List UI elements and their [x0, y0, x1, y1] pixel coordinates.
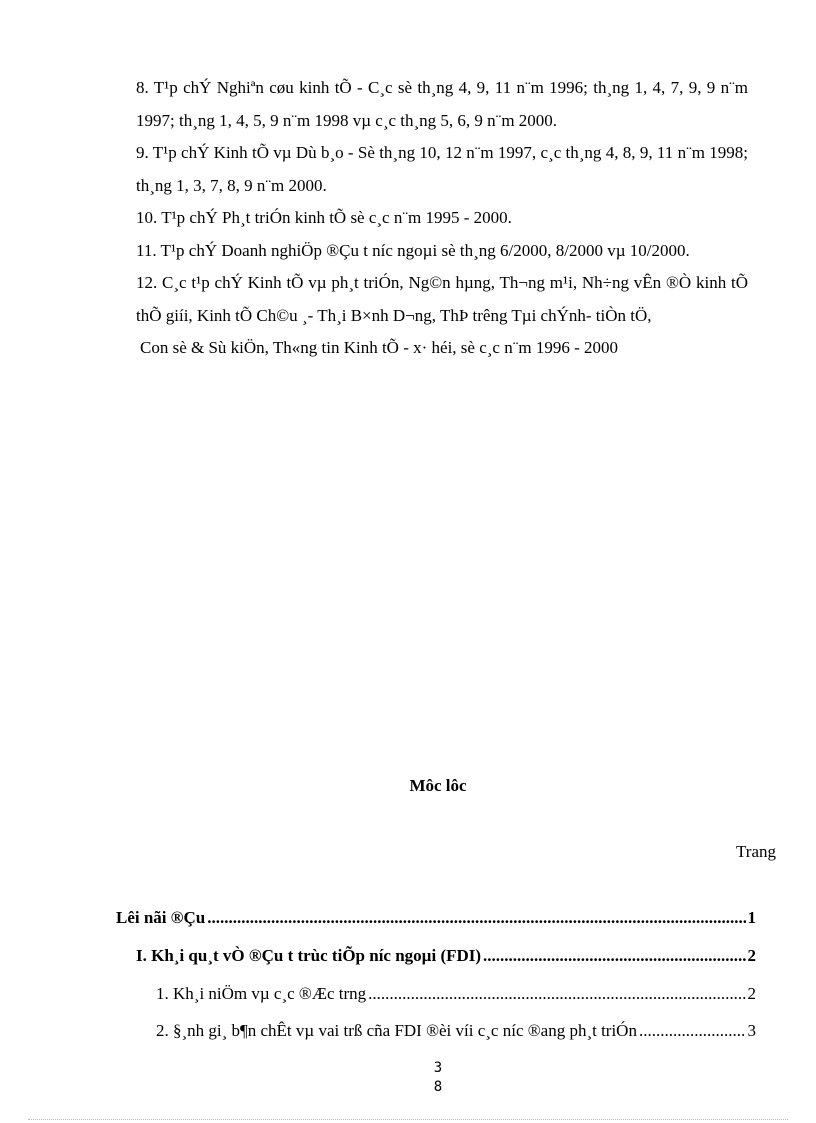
toc-entry-label: Lêi nãi ®Çu [116, 908, 206, 927]
toc-entry-label: 1. Kh¸i niÖm vµ c¸c ®Æc trng [156, 984, 367, 1003]
toc-entry-page: 3 [747, 1021, 756, 1040]
toc-leader-dots [483, 946, 745, 966]
reference-item-12: 12. C¸c t¹p chÝ Kinh tÕ vµ ph¸t triÓn, Ng©n hµng, Th¬ng m¹i, Nh÷ng vÊn ®Ò kinh tÕ thÕ giíi, Kinh tÕ Ch©u ¸- Th¸i B×nh D¬ng, ThÞ trêng Tµi chÝnh- tiÒn tÖ, [136, 273, 748, 325]
reference-list [136, 72, 748, 365]
page-bottom-divider [28, 1119, 788, 1120]
toc-entry-page: 1 [747, 908, 756, 927]
toc-entry-label: I. Kh¸i qu¸t vÒ ®Çu t trùc tiÕp níc ngoµi (FDI) [136, 946, 482, 965]
toc-entry-subsection-1[interactable] [156, 984, 756, 1004]
toc-entry-page: 2 [747, 946, 756, 965]
toc-entry-preface[interactable] [116, 908, 756, 928]
reference-item-9: 9. T¹p chÝ Kinh tÕ vµ Dù b¸o - Sè th¸ng 10, 12 n¨m 1997, c¸c th¸ng 4, 8, 9, 11 n¨m 1998; th¸ng 1, 3, 7, 8, 9 n¨m 2000. [136, 143, 748, 195]
toc-entry-subsection-2[interactable] [156, 1021, 756, 1041]
toc-page-column-header: Trang [736, 842, 776, 861]
toc-title: Môc lôc [409, 776, 467, 795]
toc-entry-label: 2. §¸nh gi¸ b¶n chÊt vµ vai trß cña FDI ®èi víi c¸c níc ®ang ph¸t triÓn [156, 1021, 637, 1040]
page-number [0, 1059, 816, 1097]
toc-entry-page: 2 [747, 984, 756, 1003]
reference-item-8: 8. T¹p chÝ Nghiªn cøu kinh tÕ - C¸c sè th¸ng 4, 9, 11 n¨m 1996; th¸ng 1, 4, 7, 9, 9 n¨m 1997; th¸ng 1, 4, 5, 9 n¨m 1998 vµ c¸c th¸ng 5, 6, 9 n¨m 2000. [136, 78, 748, 130]
reference-item-11: 11. T¹p chÝ Doanh nghiÖp ®Çu t níc ngoµi sè th¸ng 6/2000, 8/2000 vµ 10/2000. [136, 240, 690, 260]
toc-leader-dots [207, 908, 745, 928]
page-number-line-1: 3 [433, 1060, 443, 1076]
reference-item-10: 10. T¹p chÝ Ph¸t triÓn kinh tÕ sè c¸c n¨m 1995 - 2000. [136, 208, 512, 227]
toc-leader-dots [368, 984, 745, 1004]
toc-leader-dots [639, 1021, 746, 1041]
reference-item-12-continuation: Con sè & Sù kiÖn, Th«ng tin Kinh tÕ - x· héi, sè c¸c n¨m 1996 - 2000 [140, 338, 619, 357]
page-number-line-2: 8 [433, 1079, 443, 1095]
toc-entry-section-1[interactable] [136, 946, 756, 966]
